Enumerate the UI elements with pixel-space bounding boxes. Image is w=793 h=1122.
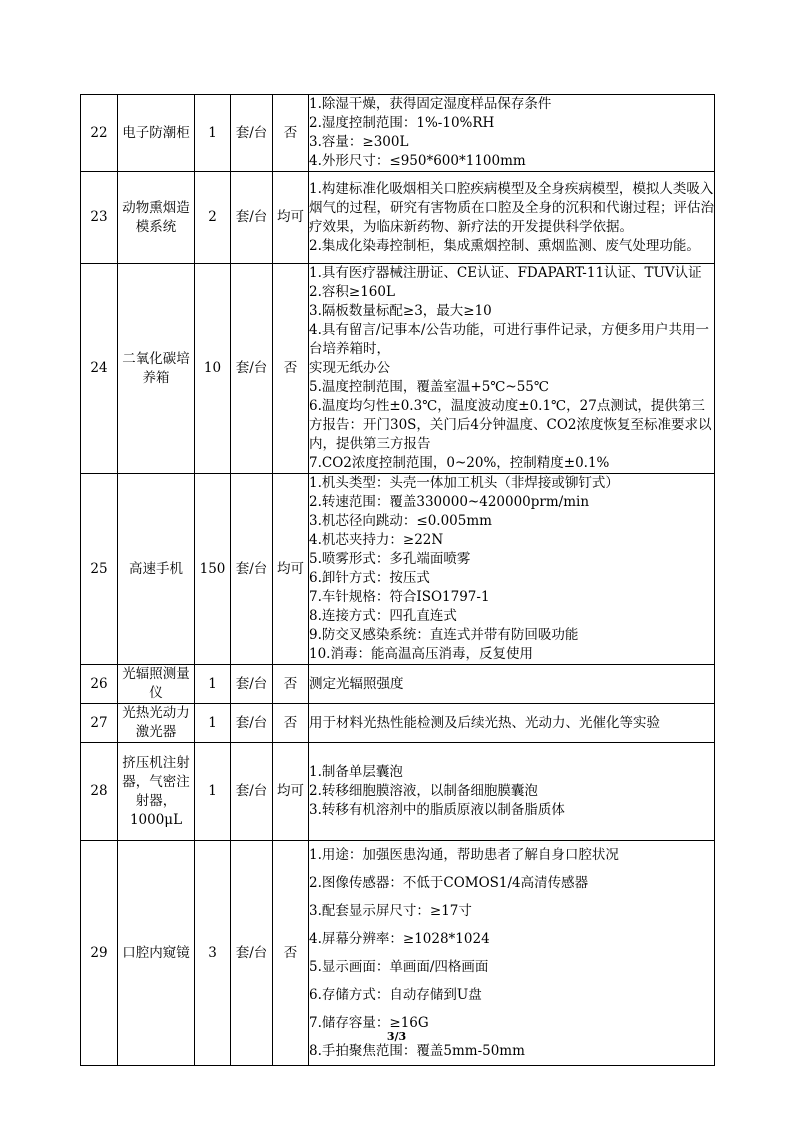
row-number: 24 [81,264,118,474]
item-name: 光辐照测量仪 [118,665,195,704]
spec-line: 5.显示画面：单画面/四格画面 [309,959,489,975]
spec-line: 3.容量：≥300L [309,134,409,150]
spec-line: 5.喷雾形式：多孔端面喷雾 [309,551,471,567]
table-row [81,665,715,704]
import-allowed: 否 [273,704,309,743]
spec-line: 7.CO2浓度控制范围，0~20%，控制精度±0.1% [309,455,610,471]
quantity: 150 [195,474,231,665]
spec-description [309,474,715,665]
spec-description [309,172,715,264]
spec-line: 4.外形尺寸：≤950*600*1100mm [309,153,526,169]
unit: 套/台 [231,743,273,841]
quantity: 3 [195,841,231,1066]
table-row [81,743,715,841]
spec-line: 6.存储方式：自动存储到U盘 [309,987,482,1003]
spec-line: 6.温度均匀性±0.3℃，温度波动度±0.1℃，27点测试，提供第三方报告：开门30S，关门后4分钟温度、CO2浓度恢复至标准要求以内，提供第三方报告 [309,398,712,452]
spec-line: 测定光辐照强度 [309,675,404,692]
spec-description [309,665,715,704]
unit: 套/台 [231,172,273,264]
spec-line: 2.转移细胞膜溶液，以制备细胞膜囊泡 [309,783,538,799]
quantity: 1 [195,95,231,172]
quantity: 1 [195,743,231,841]
import-allowed: 否 [273,841,309,1066]
page-number: 3/3 [386,1030,407,1043]
spec-line: 10.消毒：能高温高压消毒，反复使用 [309,646,533,662]
spec-line: 1.具有医疗器械注册证、CE认证、FDAPART-11认证、TUV认证 [309,265,702,281]
spec-line: 2.集成化染毒控制柜，集成熏烟控制、熏烟监测、废气处理功能。 [309,237,700,254]
row-number: 26 [81,665,118,704]
spec-description [309,95,715,172]
unit: 套/台 [231,665,273,704]
import-allowed: 均可 [273,743,309,841]
table-row [81,474,715,665]
spec-line: 实现无纸办公 [309,360,390,376]
item-name: 电子防潮柜 [118,95,195,172]
quantity: 1 [195,665,231,704]
row-number: 29 [81,841,118,1066]
spec-line: 8.连接方式：四孔直连式 [309,608,457,624]
item-name: 高速手机 [118,474,195,665]
spec-line: 2.湿度控制范围：1%-10%RH [309,115,495,131]
table-row [81,95,715,172]
import-allowed: 均可 [273,172,309,264]
spec-line: 3.配套显示屏尺寸：≥17寸 [309,903,472,919]
spec-line: 1.用途：加强医患沟通，帮助患者了解自身口腔状况 [309,847,619,863]
import-allowed: 否 [273,264,309,474]
spec-line: 8.手拍聚焦范围：覆盖5mm-50mm [309,1043,525,1059]
spec-line: 2.容积≥160L [309,284,395,300]
quantity: 10 [195,264,231,474]
unit: 套/台 [231,841,273,1066]
unit: 套/台 [231,474,273,665]
spec-line: 3.转移有机溶剂中的脂质原液以制备脂质体 [309,802,565,818]
item-name: 动物熏烟造模系统 [118,172,195,264]
row-number: 22 [81,95,118,172]
spec-line: 3.隔板数量标配≥3，最大≥10 [309,303,492,319]
spec-line: 1.机头类型：头壳一体加工机头（非焊接或铆钉式） [309,475,619,491]
unit: 套/台 [231,264,273,474]
import-allowed: 否 [273,95,309,172]
table-row [81,172,715,264]
spec-line: 7.储存容量：≥16G [309,1015,429,1031]
spec-line: 2.转速范围：覆盖330000~420000prm/min [309,494,590,510]
spec-line: 5.温度控制范围，覆盖室温+5℃~55℃ [309,379,549,395]
spec-line: 4.屏幕分辨率：≥1028*1024 [309,931,490,947]
import-allowed: 否 [273,665,309,704]
row-number: 23 [81,172,118,264]
spec-line: 6.卸针方式：按压式 [309,570,430,586]
row-number: 28 [81,743,118,841]
unit: 套/台 [231,704,273,743]
spec-line: 3.机芯径向跳动：≤0.005mm [309,513,492,529]
item-name: 光热光动力激光器 [118,704,195,743]
spec-line: 用于材料光热性能检测及后续光热、光动力、光催化等实验 [309,714,660,731]
item-name: 口腔内窥镜 [118,841,195,1066]
spec-description [309,743,715,841]
spec-line: 4.具有留言/记事本/公告功能，可进行事件记录，方便多用户共用一台培养箱时， [309,322,709,357]
spec-line: 2.图像传感器：不低于COMOS1/4高清传感器 [309,875,589,891]
spec-line: 4.机芯夹持力：≥22N [309,532,444,548]
equipment-spec-table [80,94,715,1066]
table-row [81,264,715,474]
item-name: 挤压机注射器，气密注射器，1000μL [118,743,195,841]
table-row [81,704,715,743]
import-allowed: 均可 [273,474,309,665]
spec-line: 1.制备单层囊泡 [309,764,403,780]
spec-line: 7.车针规格：符合ISO1797-1 [309,589,490,605]
spec-line: 1.构建标准化吸烟相关口腔疾病模型及全身疾病模型，模拟人类吸入烟气的过程，研究有害物质在口腔及全身的沉积和代谢过程；评估治疗效果，为临床新药物、新疗法的开发提供科学依据。 [309,180,714,235]
spec-description [309,264,715,474]
row-number: 25 [81,474,118,665]
row-number: 27 [81,704,118,743]
item-name: 二氧化碳培养箱 [118,264,195,474]
spec-description [309,704,715,743]
quantity: 2 [195,172,231,264]
spec-line: 1.除湿干燥，获得固定湿度样品保存条件 [309,96,552,112]
quantity: 1 [195,704,231,743]
unit: 套/台 [231,95,273,172]
spec-line: 9.防交叉感染系统：直连式并带有防回吸功能 [309,627,579,643]
